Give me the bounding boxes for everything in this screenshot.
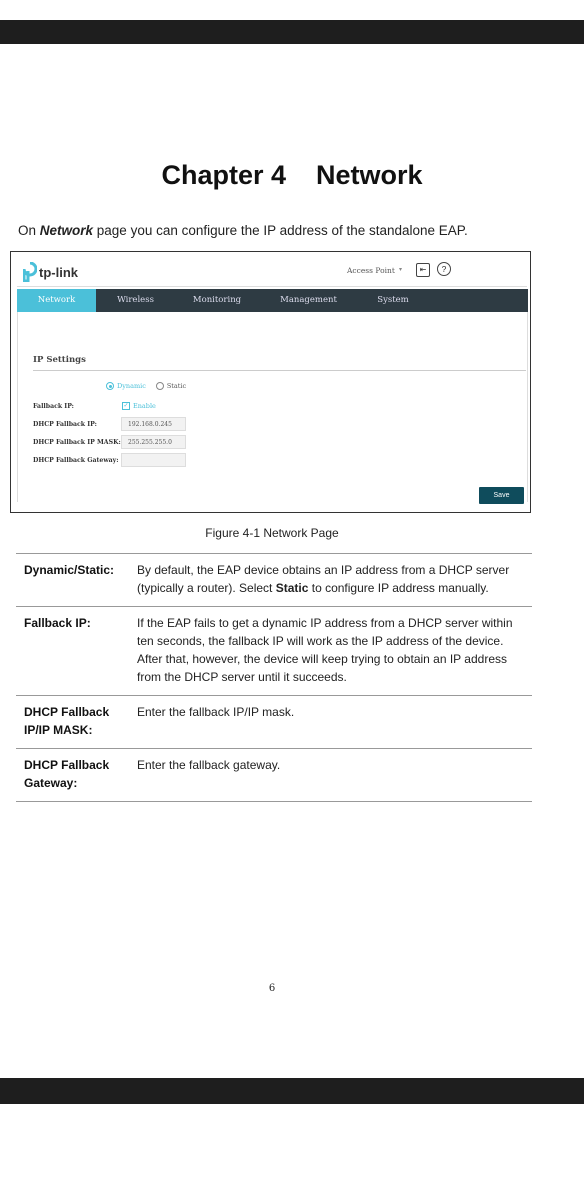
definition-fallback-ip: If the EAP fails to get a dynamic IP address from a DHCP server within ten seconds, the fallback IP will work as the IP address of the device. After that, however, the device will keep trying to obtain an IP address from the DHCP server until it succeeds. (137, 616, 513, 684)
bottom-dark-bar (0, 1078, 584, 1104)
tab-monitoring[interactable]: Monitoring (192, 295, 242, 305)
dhcp-fallback-ip-field[interactable]: 192.168.0.245 (121, 417, 186, 431)
page-number: 6 (268, 983, 276, 994)
term-dhcp-fallback-ip-mask: DHCP Fallback IP/IP MASK: (24, 705, 110, 737)
chapter-title: Network (316, 160, 423, 190)
mode-select[interactable]: Access Point (347, 266, 395, 275)
dhcp-fallback-gateway-label: DHCP Fallback Gateway: (33, 457, 119, 464)
table-row (16, 695, 532, 748)
logout-icon[interactable]: ⇤ (416, 263, 430, 277)
term-dhcp-fallback-gateway: DHCP Fallback Gateway: (24, 758, 110, 790)
logo-text: tp-link (39, 264, 78, 280)
section-divider (33, 370, 526, 371)
tp-link-logo-icon (23, 262, 37, 282)
chevron-down-icon[interactable]: ▾ (399, 267, 403, 273)
ip-mode-radio-group (106, 382, 196, 390)
header-divider (17, 286, 527, 287)
help-icon[interactable]: ? (437, 262, 451, 276)
content-left-border (17, 312, 18, 502)
intro-paragraph (18, 223, 468, 238)
content-right-border (527, 312, 528, 502)
network-page-screenshot (10, 251, 531, 513)
static-radio-label[interactable]: Static (166, 382, 187, 390)
tab-management[interactable]: Management (280, 295, 337, 305)
intro-suffix: page you can configure the IP address of the standalone EAP. (93, 223, 468, 238)
dynamic-radio[interactable] (106, 382, 114, 390)
table-row (16, 553, 532, 606)
definition-dhcp-fallback-gateway: Enter the fallback gateway. (137, 758, 281, 772)
main-nav (17, 289, 528, 312)
tp-link-logo (23, 262, 78, 282)
dhcp-fallback-mask-field[interactable]: 255.255.255.0 (121, 435, 186, 449)
fallback-ip-label: Fallback IP: (33, 403, 74, 410)
term-fallback-ip: Fallback IP: (24, 616, 91, 630)
definition-dynamic-static (129, 561, 524, 597)
static-radio[interactable] (156, 382, 164, 390)
definition-dhcp-fallback-ip-mask: Enter the fallback IP/IP mask. (137, 705, 295, 719)
intro-prefix: On (18, 223, 40, 238)
tab-wireless[interactable]: Wireless (117, 295, 154, 305)
section-title: IP Settings (33, 355, 86, 365)
intro-emphasis: Network (39, 223, 94, 238)
dhcp-fallback-ip-label: DHCP Fallback IP: (33, 421, 97, 428)
field-description-table (16, 553, 532, 802)
top-dark-bar (0, 20, 584, 44)
table-row (16, 748, 532, 802)
enable-checkbox-label[interactable]: Enable (133, 402, 156, 410)
dhcp-fallback-gateway-field[interactable] (121, 453, 186, 467)
definition-text: By default, the EAP device obtains an IP address from a DHCP server (typically a router). Select (137, 563, 510, 595)
save-button[interactable]: Save (479, 487, 524, 504)
dynamic-radio-label[interactable]: Dynamic (117, 382, 146, 390)
definition-text: to configure IP address manually. (308, 581, 489, 595)
figure-caption: Figure 4-1 Network Page (205, 526, 339, 540)
chapter-number: Chapter 4 (161, 160, 286, 190)
definition-emphasis: Static (275, 581, 309, 595)
tab-network[interactable]: Network (17, 289, 96, 312)
chapter-heading (0, 160, 584, 191)
term-dynamic-static: Dynamic/Static: (24, 563, 115, 577)
enable-checkbox[interactable]: ✓ (123, 403, 129, 409)
tab-system[interactable]: System (377, 295, 409, 305)
table-row (16, 606, 532, 695)
dhcp-fallback-mask-label: DHCP Fallback IP MASK: (33, 439, 121, 446)
